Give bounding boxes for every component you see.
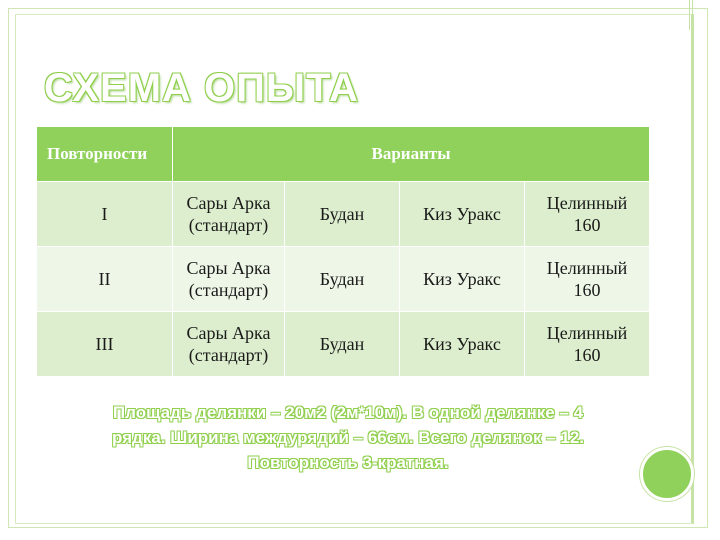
description-line: Повторность 3-кратная.: [247, 453, 449, 472]
variety-cell: Киз Уракс: [400, 247, 525, 312]
slide-title: СХЕМА ОПЫТА: [44, 66, 359, 110]
variety-cell: [525, 312, 650, 377]
repetition-cell: III: [37, 312, 173, 377]
variety-name: Целинный: [546, 258, 628, 278]
variety-cell: Будан: [285, 182, 400, 247]
variety-cell: Киз Уракс: [400, 182, 525, 247]
variety-number: 160: [573, 215, 601, 235]
experiment-scheme-table: [36, 126, 650, 377]
header-variants: Варианты: [173, 127, 650, 182]
repetition-cell: I: [37, 182, 173, 247]
variety-cell: Будан: [285, 247, 400, 312]
variety-cell: Киз Уракс: [400, 312, 525, 377]
variety-note: (стандарт): [188, 280, 269, 300]
description-line: рядка. Ширина междурядий – 66см. Всего делянок – 12.: [111, 428, 585, 447]
plot-description: [100, 400, 596, 475]
variety-cell: [173, 182, 285, 247]
variety-cell: [525, 182, 650, 247]
variety-cell: [173, 247, 285, 312]
variety-cell: [173, 312, 285, 377]
variety-name: Целинный: [546, 193, 628, 213]
decorative-circle: [640, 447, 694, 501]
header-repetitions: Повторности: [37, 127, 173, 182]
table-row: [37, 247, 650, 312]
decorative-line: [689, 0, 693, 30]
variety-name: Сары Арка: [186, 323, 271, 343]
variety-name: Сары Арка: [186, 193, 271, 213]
variety-name: Целинный: [546, 323, 628, 343]
variety-name: Сары Арка: [186, 258, 271, 278]
table-header-row: [37, 127, 650, 182]
description-line: Площадь делянки – 20м2 (2м*10м). В одной делянке – 4: [112, 403, 584, 422]
variety-number: 160: [573, 280, 601, 300]
variety-cell: [525, 247, 650, 312]
table-row: [37, 182, 650, 247]
variety-number: 160: [573, 345, 601, 365]
variety-cell: Будан: [285, 312, 400, 377]
variety-note: (стандарт): [188, 215, 269, 235]
table-row: [37, 312, 650, 377]
variety-note: (стандарт): [188, 345, 269, 365]
repetition-cell: II: [37, 247, 173, 312]
